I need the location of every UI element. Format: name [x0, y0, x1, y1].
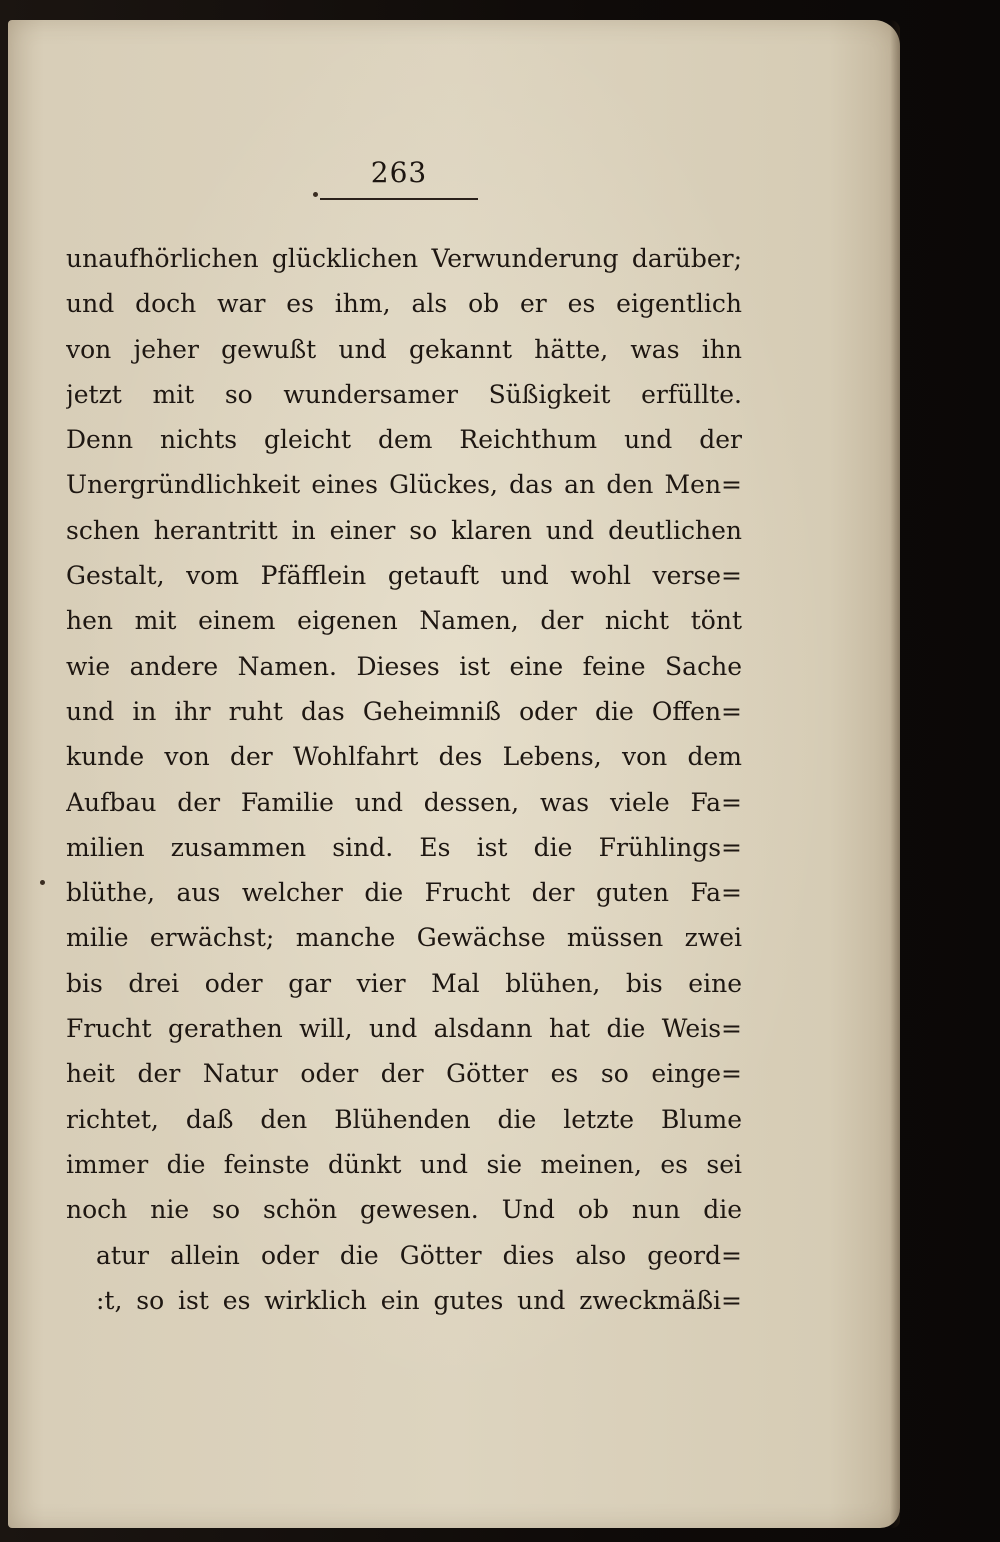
text-line: Frucht gerathen will, und alsdann hat die Weis= — [66, 1014, 742, 1044]
text-line: schen herantritt in einer so klaren und deutlichen — [66, 515, 742, 545]
text-line: jetzt mit so wundersamer Süßigkeit erfüllte. — [66, 379, 742, 409]
page-header — [320, 156, 478, 200]
text-line: bis drei oder gar vier Mal blühen, bis eine — [66, 968, 742, 998]
page-body-text — [66, 236, 742, 1323]
header-rule — [320, 198, 478, 200]
text-line: :t, so ist es wirklich ein gutes und zweckmäßi= — [96, 1285, 742, 1315]
page-number: 263 — [370, 156, 428, 189]
text-line: heit der Natur oder der Götter es so einge= — [66, 1059, 742, 1089]
ink-speck — [313, 192, 318, 197]
text-line: wie andere Namen. Dieses ist eine feine Sache — [66, 651, 742, 681]
text-line: milie erwächst; manche Gewächse müssen zwei — [66, 923, 742, 953]
text-line: Denn nichts gleicht dem Reichthum und der — [66, 425, 742, 455]
text-line: Gestalt, vom Pfäfflein getauft und wohl verse= — [66, 561, 742, 591]
text-line: blüthe, aus welcher die Frucht der guten Fa= — [66, 878, 742, 908]
text-line: noch nie so schön gewesen. Und ob nun die — [66, 1195, 742, 1225]
text-line: kunde von der Wohlfahrt des Lebens, von dem — [66, 742, 742, 772]
text-line: und in ihr ruht das Geheimniß oder die Offen= — [66, 696, 742, 726]
text-line: immer die feinste dünkt und sie meinen, es sei — [66, 1149, 742, 1179]
text-line: unaufhörlichen glücklichen Verwunderung darüber; — [66, 244, 742, 273]
text-line: und doch war es ihm, als ob er es eigentlich — [66, 289, 742, 319]
text-line: milien zusammen sind. Es ist die Frühlings= — [66, 832, 742, 862]
text-line: von jeher gewußt und gekannt hätte, was ihn — [66, 334, 742, 364]
text-line: Aufbau der Familie und dessen, was viele Fa= — [66, 787, 742, 817]
ink-speck — [40, 880, 45, 885]
text-line: hen mit einem eigenen Namen, der nicht tönt — [66, 606, 742, 636]
text-line: atur allein oder die Götter dies also geord= — [96, 1240, 742, 1270]
text-line: richtet, daß den Blühenden die letzte Blume — [66, 1104, 742, 1134]
text-line: Unergründlichkeit eines Glückes, das an den Men= — [66, 470, 742, 500]
book-page — [8, 20, 900, 1528]
